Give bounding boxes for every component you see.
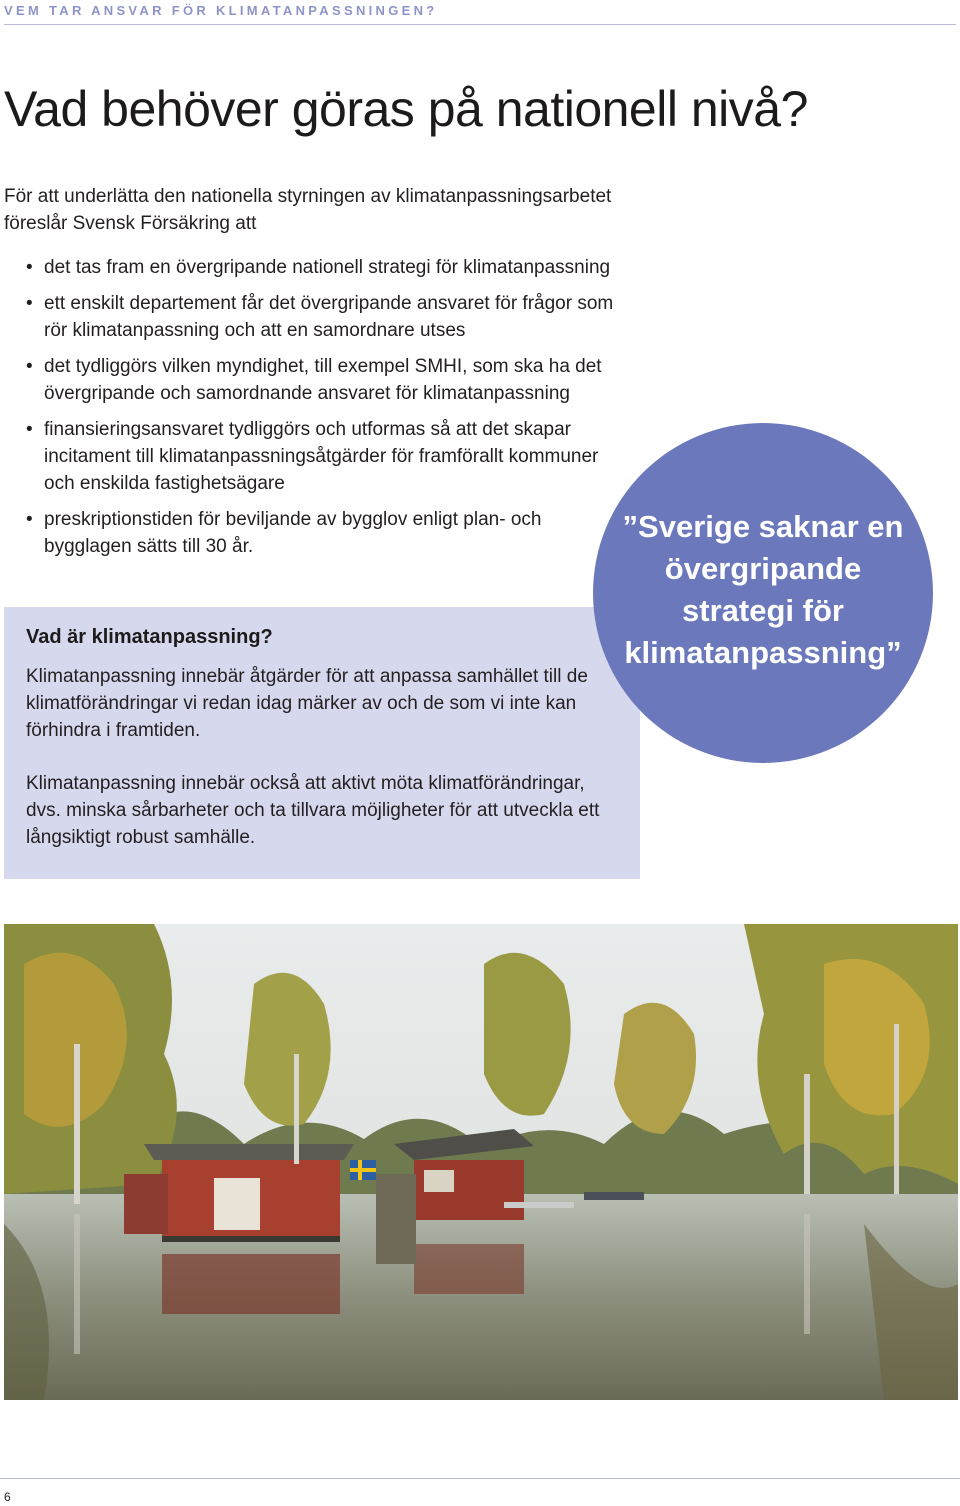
page-title: Vad behöver göras på nationell nivå? bbox=[4, 81, 808, 137]
list-item: • det tydliggörs vilken myndighet, till exempel SMHI, som ska ha det övergripande och samordnande ansvaret för klimatanpassning bbox=[26, 353, 626, 407]
fact-box-heading: Vad är klimatanpassning? bbox=[26, 626, 273, 648]
list-item: • det tas fram en övergripande nationell strategi för klimatanpassning bbox=[26, 254, 626, 281]
section-kicker: VEM TAR ANSVAR FÖR KLIMATANPASSNINGEN? bbox=[4, 3, 438, 18]
list-item: • ett enskilt departement får det övergripande ansvaret för frågor som rör klimatanpassning och att en samordnare utses bbox=[26, 290, 626, 344]
pull-quote bbox=[593, 423, 933, 763]
list-item: • preskriptionstiden för beviljande av bygglov enligt plan- och bygglagen sätts till 30 år. bbox=[26, 506, 626, 560]
fact-box-paragraph: Klimatanpassning innebär också att aktivt möta klimatförändringar, dvs. minska sårbarheter och ta tillvara möjligheter för att utveckla ett långsiktigt robust samhälle. bbox=[26, 773, 600, 848]
flooded-cabins-photo bbox=[4, 924, 958, 1400]
intro-paragraph: För att underlätta den nationella styrningen av klimatanpassningsarbetet föreslår Svensk Försäkring att bbox=[4, 186, 612, 234]
proposal-list bbox=[26, 254, 626, 569]
pull-quote-text: ”Sverige saknar en övergripande strategi för klimatanpassning” bbox=[622, 509, 904, 670]
fact-box bbox=[4, 607, 640, 879]
fact-box-paragraph: Klimatanpassning innebär åtgärder för att anpassa samhället till de klimatförändringar vi redan idag märker av och de som vi inte kan förhindra i framtiden. bbox=[26, 666, 588, 741]
header-divider bbox=[4, 24, 956, 25]
footer-divider bbox=[0, 1478, 960, 1479]
page-number: 6 bbox=[4, 1490, 11, 1504]
list-item: • finansieringsansvaret tydliggörs och utformas så att det skapar incitament till klimatanpassningsåtgärder för framförallt kommuner och enskilda fastighetsägare bbox=[26, 416, 626, 497]
